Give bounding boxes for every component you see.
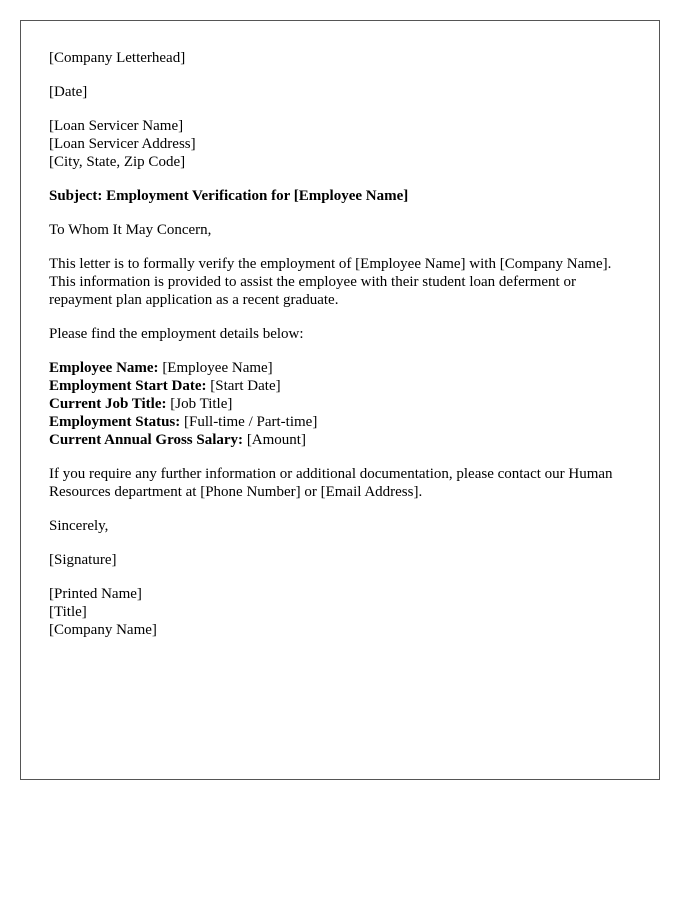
detail-label: Current Job Title:	[49, 396, 167, 412]
salutation	[49, 221, 629, 239]
recipient-city-state-zip: [City, State, Zip Code]	[49, 154, 186, 170]
detail-row	[49, 395, 629, 413]
details-intro-text: Please find the employment details below:	[49, 326, 304, 342]
intro-paragraph: This letter is to formally verify the employment of [Employee Name] with [Company Name]. This information is provided to assist the employee with their student loan deferment or repayment plan application as a recent graduate.	[49, 256, 612, 308]
recipient-name: [Loan Servicer Name]	[49, 118, 184, 134]
signer-block	[49, 585, 629, 639]
detail-value: [Start Date]	[210, 378, 281, 394]
letterhead	[49, 49, 629, 67]
signer-printed-name: [Printed Name]	[49, 586, 142, 602]
detail-row	[49, 431, 629, 449]
date-text: [Date]	[49, 84, 88, 100]
signature-text: [Signature]	[49, 552, 117, 568]
detail-value: [Amount]	[246, 432, 306, 448]
detail-label: Employee Name:	[49, 360, 159, 376]
employment-details	[49, 359, 629, 449]
letter-date	[49, 83, 629, 101]
closing-text: Sincerely,	[49, 518, 109, 534]
letter-page	[20, 20, 660, 780]
signer-company: [Company Name]	[49, 622, 157, 638]
detail-value: [Employee Name]	[162, 360, 273, 376]
letter-body	[49, 49, 629, 655]
detail-label: Current Annual Gross Salary:	[49, 432, 244, 448]
detail-value: [Job Title]	[170, 396, 233, 412]
salutation-text: To Whom It May Concern,	[49, 222, 212, 238]
detail-row	[49, 413, 629, 431]
detail-label: Employment Start Date:	[49, 378, 207, 394]
detail-row	[49, 359, 629, 377]
signer-title: [Title]	[49, 604, 87, 620]
closing	[49, 517, 629, 535]
subject-line	[49, 187, 629, 205]
detail-row	[49, 377, 629, 395]
letterhead-text: [Company Letterhead]	[49, 50, 186, 66]
detail-value: [Full-time / Part-time]	[184, 414, 318, 430]
signature	[49, 551, 629, 569]
subject-text: Subject: Employment Verification for [Employee Name]	[49, 188, 409, 204]
recipient-address-line: [Loan Servicer Address]	[49, 136, 196, 152]
contact-paragraph: If you require any further information or additional documentation, please contact our Human Resources department at [Phone Number] or [Email Address].	[49, 466, 613, 500]
recipient-address	[49, 117, 629, 171]
details-intro	[49, 325, 629, 343]
detail-label: Employment Status:	[49, 414, 181, 430]
